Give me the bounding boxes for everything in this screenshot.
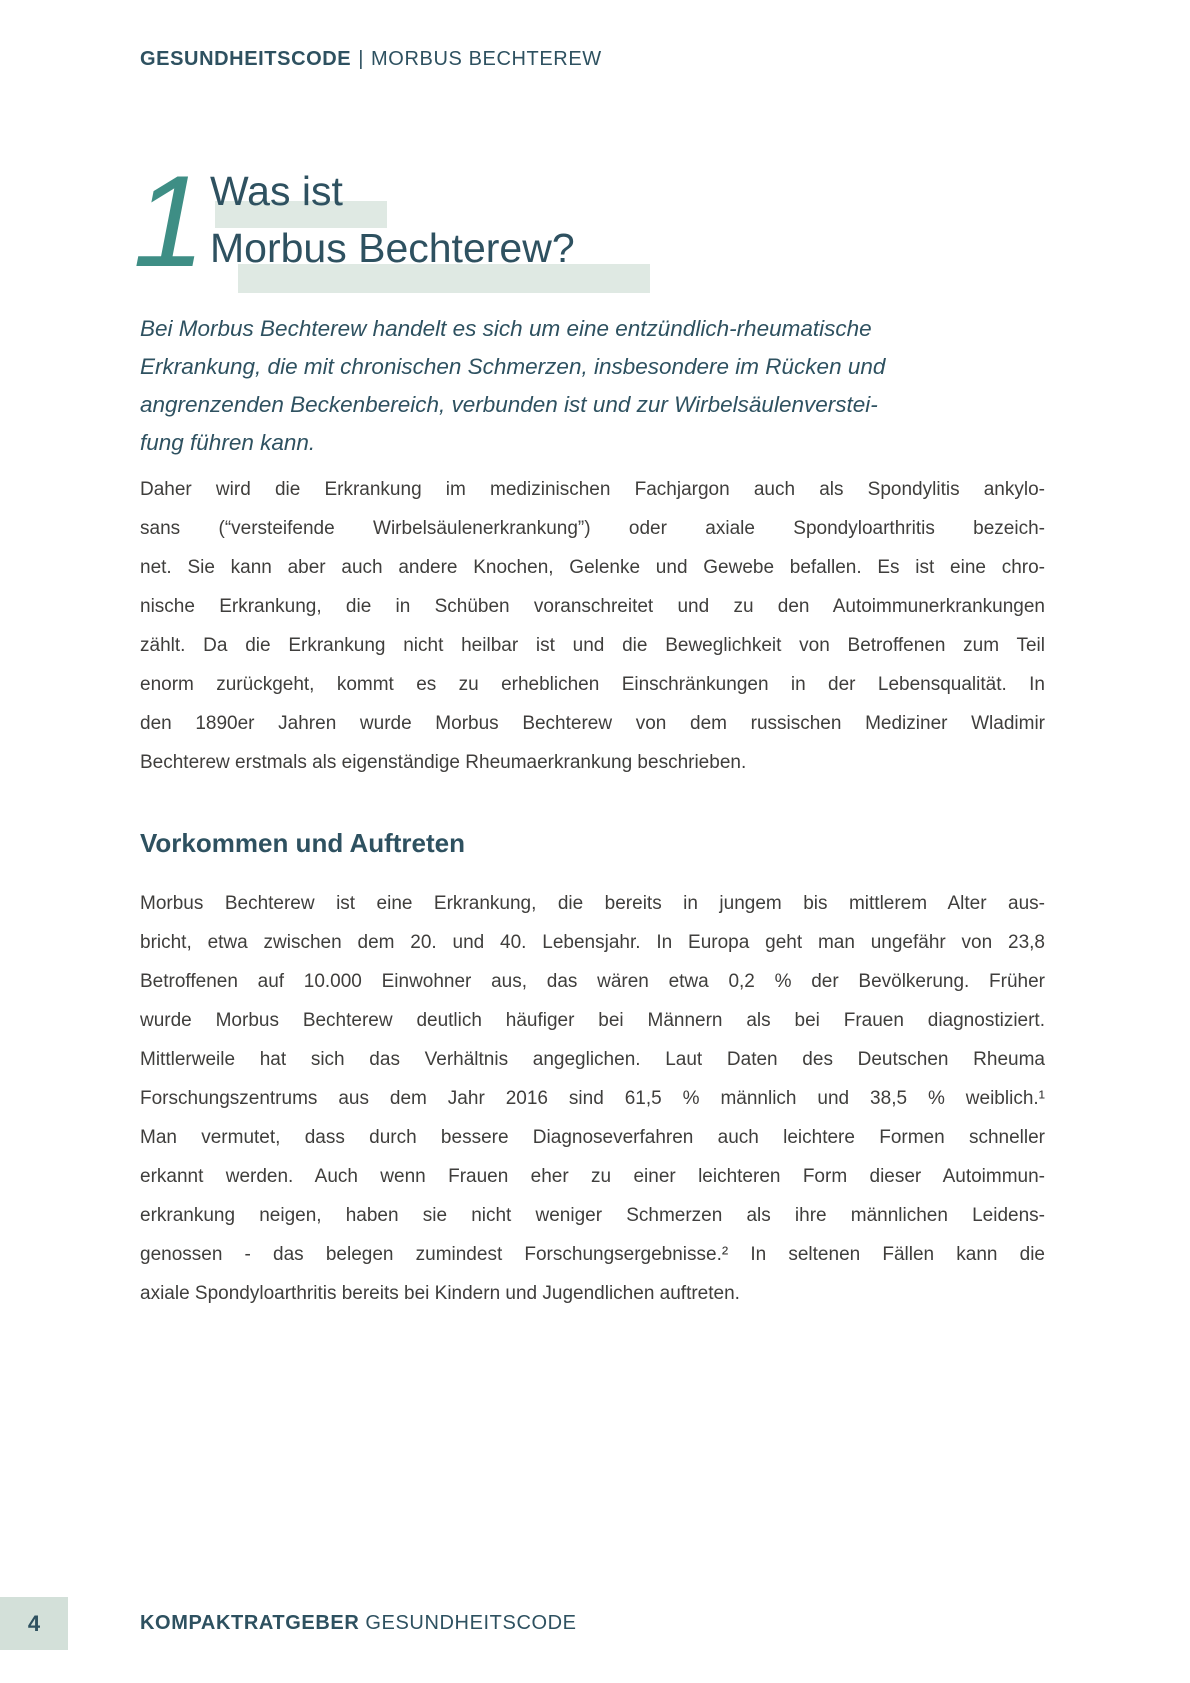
header-section-title: MORBUS BECHTEREW xyxy=(371,48,602,70)
text-line: nische Erkrankung, die in Schüben voranschreitet und zu den Autoimmunerkrankungen xyxy=(140,596,1045,617)
text-line: Daher wird die Erkrankung im medizinischen Fachjargon auch als Spondylitis ankylo- xyxy=(140,479,1045,500)
text-line: fung führen kann. xyxy=(140,430,316,455)
text-line: erkrankung neigen, haben sie nicht weniger Schmerzen als ihre männlichen Leidens- xyxy=(140,1205,1045,1226)
footer-brand-regular: GESUNDHEITSCODE xyxy=(365,1612,577,1634)
intro-paragraph xyxy=(140,310,1045,462)
paragraph-1 xyxy=(140,470,1045,782)
text-line: Man vermutet, dass durch bessere Diagnoseverfahren auch leichtere Formen schneller xyxy=(140,1127,1045,1148)
text-line: Bei Morbus Bechterew handelt es sich um eine entzündlich-rheumatische xyxy=(140,316,872,341)
text-line: Erkrankung, die mit chronischen Schmerzen, insbesondere im Rücken und xyxy=(140,354,886,379)
paragraph-2 xyxy=(140,884,1045,1313)
text-line: Forschungszentrums aus dem Jahr 2016 sind 61,5 % männlich und 38,5 % weiblich.¹ xyxy=(140,1088,1045,1109)
page-number-badge xyxy=(0,1597,68,1650)
footer-brand-bold: KOMPAKTRATGEBER xyxy=(140,1612,360,1634)
page-number: 4 xyxy=(27,1610,41,1636)
section-heading: Vorkommen und Auftreten xyxy=(140,828,466,858)
header-separator: | xyxy=(358,48,365,70)
text-line: Bechterew erstmals als eigenständige Rheumaerkrankung beschrieben. xyxy=(140,752,747,773)
running-footer xyxy=(140,1612,577,1635)
header-brand: GESUNDHEITSCODE xyxy=(140,48,352,70)
text-line: bricht, etwa zwischen dem 20. und 40. Lebensjahr. In Europa geht man ungefähr von 23,8 xyxy=(140,932,1045,953)
chapter-title-line-1: Was ist xyxy=(210,168,343,214)
chapter-title-line-2: Morbus Bechterew? xyxy=(210,225,575,271)
text-line: Betroffenen auf 10.000 Einwohner aus, das wären etwa 0,2 % der Bevölkerung. Früher xyxy=(140,971,1045,992)
chapter-title xyxy=(210,163,575,277)
text-line: net. Sie kann aber auch andere Knochen, Gelenke und Gewebe befallen. Es ist eine chro- xyxy=(140,557,1045,578)
text-line: den 1890er Jahren wurde Morbus Bechterew von dem russischen Mediziner Wladimir xyxy=(140,713,1045,734)
text-line: Mittlerweile hat sich das Verhältnis angeglichen. Laut Daten des Deutschen Rheuma xyxy=(140,1049,1045,1070)
text-line: genossen - das belegen zumindest Forschungsergebnisse.² In seltenen Fällen kann die xyxy=(140,1244,1045,1265)
text-line: Morbus Bechterew ist eine Erkrankung, die bereits in jungem bis mittlerem Alter aus- xyxy=(140,893,1045,914)
chapter-number: 1 xyxy=(133,148,206,294)
text-line: axiale Spondyloarthritis bereits bei Kindern und Jugendlichen auftreten. xyxy=(140,1283,740,1304)
text-line: sans (“versteifende Wirbelsäulenerkrankung”) oder axiale Spondyloarthritis bezeich- xyxy=(140,518,1045,539)
running-header xyxy=(140,48,602,71)
text-line: zählt. Da die Erkrankung nicht heilbar ist und die Beweglichkeit von Betroffenen zum Teil xyxy=(140,635,1045,656)
text-line: erkannt werden. Auch wenn Frauen eher zu einer leichteren Form dieser Autoimmun- xyxy=(140,1166,1045,1187)
text-line: angrenzenden Beckenbereich, verbunden ist und zur Wirbelsäulenverstei- xyxy=(140,392,878,417)
text-line: wurde Morbus Bechterew deutlich häufiger bei Männern als bei Frauen diagnostiziert. xyxy=(140,1010,1045,1031)
text-line: enorm zurückgeht, kommt es zu erheblichen Einschränkungen in der Lebensqualität. In xyxy=(140,674,1045,695)
